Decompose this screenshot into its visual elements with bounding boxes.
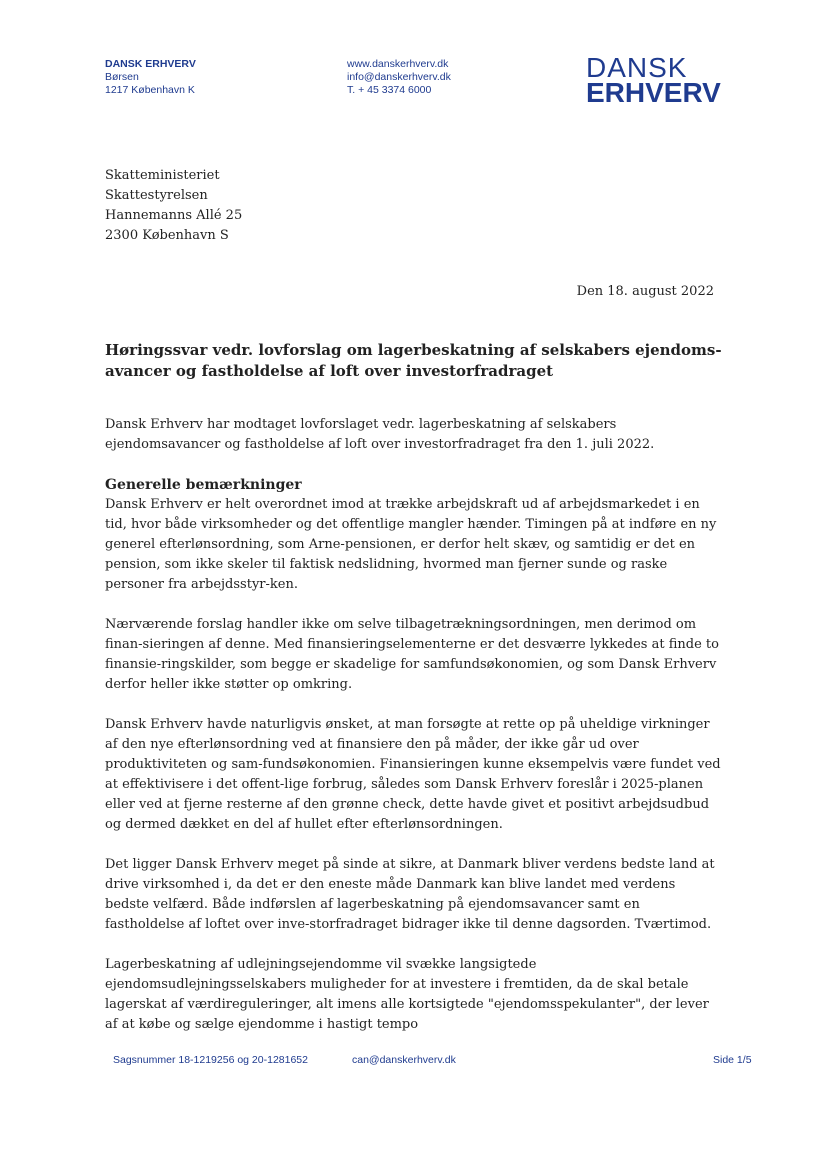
body-paragraph: Dansk Erhverv havde naturligvis ønsket, at man forsøgte at rette op på uheldige virkninger af den nye efterlønsordning ved at finansiere den på måder, der ikke går ud over produktiviteten og sam-fundsøkonomien. Finansieringen kunne eksempelvis være fundet ved at effektivisere i det offent-lige forbrug, således som Dansk Erhverv foreslår i 2025-planen eller ved at fjerne resterne af den grønne check, dette havde givet et positivt arbejdsudbud og dermed dækket en del af hullet efter efterlønsordningen. bbox=[105, 717, 721, 832]
footer-page-number: Side 1/5 bbox=[713, 1054, 752, 1066]
logo-line2: ERHVERV bbox=[586, 77, 721, 108]
sender-org-name: DANSK ERHVERV bbox=[105, 58, 196, 70]
sender-email: info@danskerhverv.dk bbox=[347, 71, 451, 83]
body-paragraph: Nærværende forslag handler ikke om selve tilbagetrækningsordningen, men derimod om finan-sieringen af denne. Med finansieringselementerne er det desværre lykkedes at finde to finansie-ringskilder, som begge er skadelige for samfundsøkonomien, og som Dansk Erhverv derfor heller ikke støtter op omkring. bbox=[105, 617, 719, 692]
sender-website: www.danskerhverv.dk bbox=[347, 58, 449, 70]
letter-title: Høringssvar vedr. lovforslag om lagerbeskatning af selskabers ejendoms-avancer og fastholdelse af loft over investorfradraget bbox=[105, 341, 722, 380]
recipient-line3: Hannemanns Allé 25 bbox=[105, 208, 243, 223]
footer-case-number: Sagsnummer 18-1219256 og 20-1281652 bbox=[113, 1054, 308, 1066]
sender-address-line1: Børsen bbox=[105, 71, 139, 83]
body-paragraph: Dansk Erhverv er helt overordnet imod at trække arbejdskraft ud af arbejdsmarkedet i en tid, hvor både virksomheder og det offentlige mangler hænder. Timingen på at indføre en ny generel efterlønsordning, som Arne-pensionen, er derfor helt skæv, og samtidig er det en pension, som ikke skeler til faktisk nedslidning, hvormed man fjerner sunde og raske personer fra arbejdsstyr-ken. bbox=[105, 497, 717, 592]
recipient-line1: Skatteministeriet bbox=[105, 168, 220, 183]
logo-line1: DANSK bbox=[586, 52, 688, 83]
section-heading: Generelle bemærkninger bbox=[105, 477, 302, 493]
recipient-line4: 2300 København S bbox=[105, 228, 229, 243]
recipient-line2: Skattestyrelsen bbox=[105, 188, 208, 203]
sender-phone: T. + 45 3374 6000 bbox=[347, 84, 432, 96]
sender-contact bbox=[347, 58, 451, 97]
sender-address bbox=[105, 58, 196, 97]
letter-body bbox=[105, 415, 723, 1055]
body-paragraph: Det ligger Dansk Erhverv meget på sinde at sikre, at Danmark bliver verdens bedste land at drive virksomhed i, da det er den eneste måde Danmark kan blive landet med verdens bedste velfærd. Både indførslen af lagerbeskatning på ejendomsavancer samt en fastholdelse af loftet over inve-storfradraget bidrager ikke til denne dagsorden. Tværtimod. bbox=[105, 857, 715, 932]
dansk-erhverv-logo bbox=[586, 52, 721, 108]
body-paragraph: Lagerbeskatning af udlejningsejendomme vil svække langsigtede ejendomsudlejningsselskabers muligheder for at investere i fremtiden, da de skal betale lagerskat af værdireguleringer, alt imens alle kortsigtede "ejendomsspekulanter", der lever af at købe og sælge ejendomme i hastigt tempo bbox=[105, 957, 709, 1032]
footer-email: can@danskerhverv.dk bbox=[352, 1054, 456, 1066]
letter-date: Den 18. august 2022 bbox=[576, 284, 714, 299]
sender-address-line2: 1217 København K bbox=[105, 84, 195, 96]
recipient-address bbox=[105, 166, 242, 246]
intro-paragraph: Dansk Erhverv har modtaget lovforslaget vedr. lagerbeskatning af selskabers ejendomsavancer og fastholdelse af loft over investorfradraget fra den 1. juli 2022. bbox=[105, 417, 655, 452]
